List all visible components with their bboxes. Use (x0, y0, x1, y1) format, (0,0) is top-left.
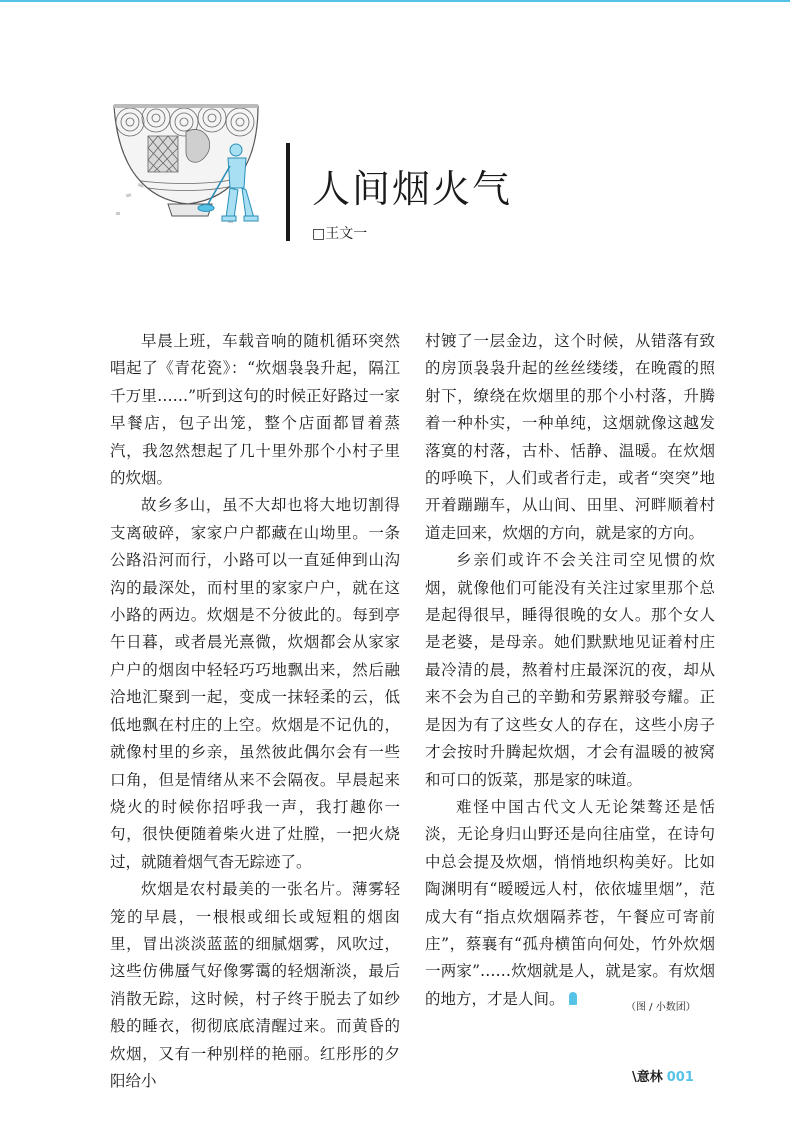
illustration-credit: （图 / 小数团） (626, 1002, 696, 1013)
porcelain-bowl-illustration (108, 92, 276, 242)
paragraph-4: 乡亲们或许不会关注司空见惯的炊烟，就像他们可能没有关注过家里那个总是起得很早，睡得很晚的女人。那个女人是老婆，是母亲。她们默默地见证着村庄最冷清的晨，熬着村庄最深沉的夜，却从来不会为自己的辛勤和劳累辩驳夸耀。正是因为有了这些女人的存在，这些小房子才会按时升腾起炊烟，才会有温暖的被窝和可口的饭菜，那是家的味道。 (425, 551, 715, 789)
article-title: 人间烟火气 (312, 167, 513, 211)
paragraph-5 (425, 794, 715, 1013)
paragraph-3-continued: 村镀了一层金边，这个时候，从错落有致的房顶袅袅升起的丝丝缕缕，在晚霞的照射下，缭绕在炊烟里的那个小村落，升腾着一种朴实，一种单纯，这烟就像这越发落寞的村落，古朴、恬静、温暖。在炊烟的呼唤下，人们或者行走，或者“突突”地开着蹦蹦车，从山间、田里、河畔顺着村道走回来，炊烟的方向，就是家的方向。 (425, 332, 715, 542)
page-number: 001 (666, 1070, 694, 1085)
text-column-left (110, 328, 400, 1095)
article-end-mark-icon (569, 992, 577, 1005)
paragraph-3-start: 炊烟是农村最美的一张名片。薄雾轻笼的早晨，一根根或细长或短粗的烟囱里，冒出淡淡蓝蓝的细腻烟雾，风吹过，这些仿佛蜃气好像雾霭的轻烟渐淡，最后消散无踪，这时候，村子终于脱去了如纱般的睡衣，彻彻底底清醒过来。而黄昏的炊烟，又有一种别样的艳丽。红彤彤的夕阳给小 (110, 880, 400, 1090)
paragraph-1: 早晨上班，车载音响的随机循环突然唱起了《青花瓷》：“炊烟袅袅升起，隔江千万里……”听到这句的时候正好路过一家早餐店，包子出笼，整个店面都冒着蒸汽，我忽然想起了几十里外那个小村子里的炊烟。 (110, 332, 400, 488)
author-byline: □王文一 (312, 226, 368, 242)
paragraph-5-text: 难怪中国古代文人无论桀骜还是恬淡，无论身归山野还是向往庙堂，在诗句中总会提及炊烟，悄悄地织构美好。比如陶渊明有“暧暧远人村，依依墟里烟”，范成大有“指点炊烟隔荞苍，午餐应可寄前庄”，蔡襄有“孤舟横笛向何处，竹外炊烟一两家”……炊烟就是人，就是家。有炊烟的地方，才是人间。 (425, 797, 715, 1008)
page-folio (632, 1070, 694, 1086)
title-divider-bar (286, 143, 290, 241)
text-column-right (425, 328, 715, 1013)
magazine-name: \意林 (632, 1070, 663, 1085)
top-accent-rule (0, 0, 790, 2)
paragraph-2: 故乡多山，虽不大却也将大地切割得支离破碎，家家户户都藏在山坳里。一条公路沿河而行，小路可以一直延伸到山沟沟的最深处，而村里的家家户户，就在这小路的两边。炊烟是不分彼此的。每到亭午日暮，或者晨光熹微，炊烟都会从家家户户的烟囱中轻轻巧巧地飘出来，然后融洽地汇聚到一起，变成一抹轻柔的云，低低地飘在村庄的上空。炊烟是不记仇的，就像村里的乡亲，虽然彼此偶尔会有一些口角，但是情绪从来不会隔夜。早晨起来烧火的时候你招呼我一声，我打趣你一句，很快便随着柴火进了灶膛，一把火烧过，就随着烟气杳无踪迹了。 (110, 496, 400, 871)
